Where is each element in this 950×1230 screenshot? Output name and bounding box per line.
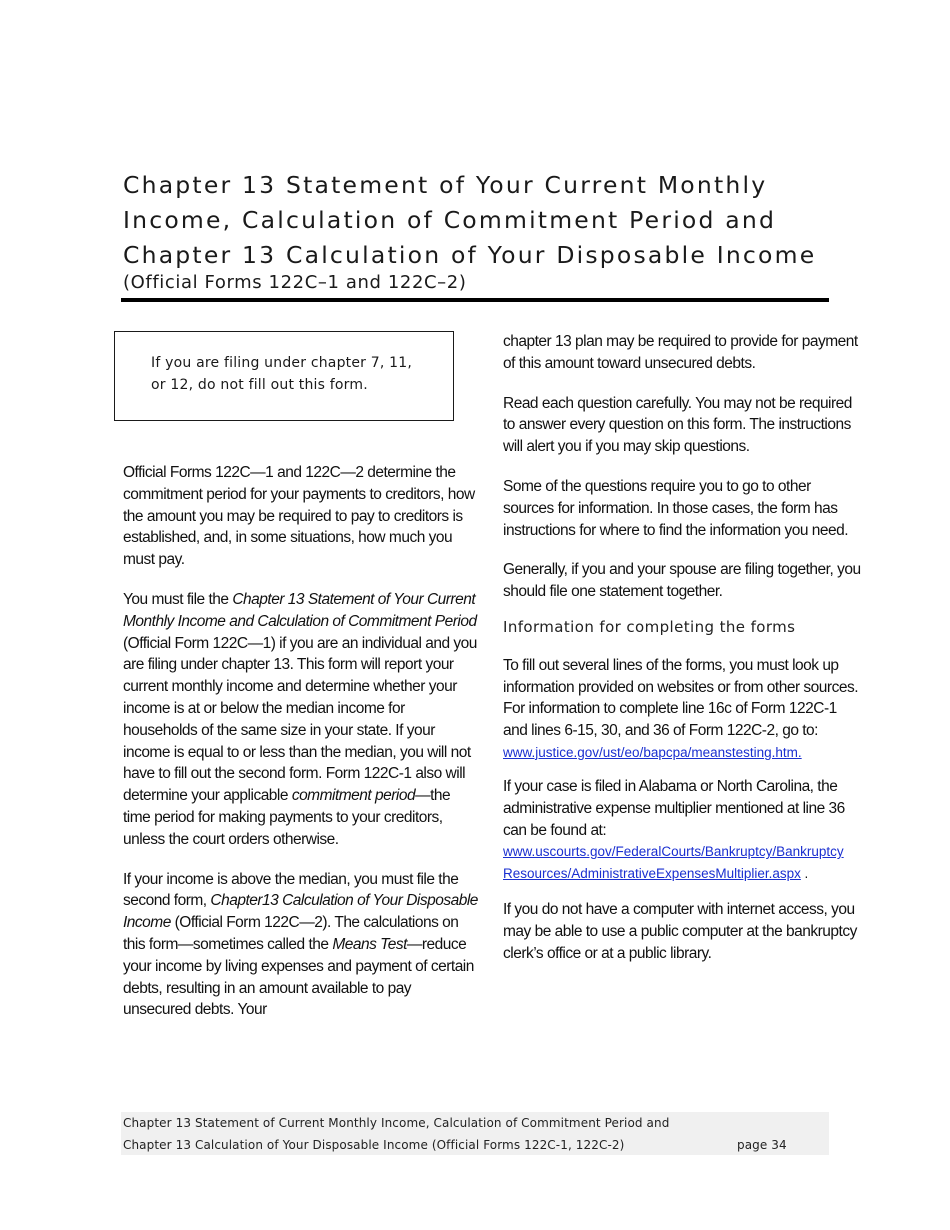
notice-text: If you are filing under chapter 7, 11, or 12, do not fill out this form. xyxy=(151,355,413,393)
notice-box xyxy=(114,331,454,421)
title-rule xyxy=(121,298,829,302)
text-run: (Official Form 122C—2). The calculations on this form—sometimes called the xyxy=(123,914,459,953)
commitment-period-italic: commitment period xyxy=(291,787,416,805)
multiplier-link-part-1[interactable]: www.uscourts.gov/FederalCourts/Bankruptcy/Bankruptcy xyxy=(503,844,844,860)
link-suffix: . xyxy=(800,866,808,882)
form-122c1-paragraph xyxy=(123,589,478,851)
footer-line-2: Chapter 13 Calculation of Your Disposable Income (Official Forms 122C-1, 122C-2) xyxy=(123,1138,625,1152)
read-carefully-paragraph: Read each question carefully. You may not be required to answer every question on this form. The instructions will alert you if you may skip questions. xyxy=(503,394,852,456)
form-122c2-paragraph xyxy=(123,869,478,1022)
footer-line-1: Chapter 13 Statement of Current Monthly Income, Calculation of Commitment Period and xyxy=(123,1116,670,1130)
multiplier-link-line-2 xyxy=(503,863,863,885)
right-column xyxy=(503,331,863,983)
page-footer xyxy=(121,1112,829,1155)
intro-paragraph: Official Forms 122C—1 and 122C—2 determine the commitment period for your payments to creditors, how the amount you may be required to pay to creditors is established, and, in some situations, how much you must pay. xyxy=(123,464,475,569)
document-subtitle: (Official Forms 122C–1 and 122C–2) xyxy=(123,272,467,293)
meanstesting-link-line xyxy=(503,742,863,764)
title-line-3: Chapter 13 Calculation of Your Disposable Income xyxy=(123,241,817,269)
multiplier-link-line-1 xyxy=(503,841,863,863)
meanstesting-link[interactable]: www.justice.gov/ust/eo/bapcpa/meanstesting.htm. xyxy=(503,744,802,760)
form-name-italic: Chapter13 Calculation of Your Disposable Income xyxy=(123,892,478,932)
page-number: page 34 xyxy=(737,1138,787,1152)
form-name-italic: Chapter 13 Statement of Your Current Monthly Income and Calculation of Commitment Period xyxy=(123,590,477,630)
title-line-2: Income, Calculation of Commitment Period and xyxy=(123,206,777,234)
text-run: —reduce your income by living expenses and payment of certain debts, resulting in an amount available to pay unsecured debts. Your xyxy=(123,935,474,1019)
multiplier-link-part-2[interactable]: Resources/AdministrativeExpensesMultiplier.aspx xyxy=(503,866,801,882)
section-heading: Information for completing the forms xyxy=(503,617,796,636)
continuation-paragraph: chapter 13 plan may be required to provide for payment of this amount toward unsecured debts. xyxy=(503,333,858,372)
document-title xyxy=(123,168,843,273)
left-column xyxy=(123,462,478,1039)
websites-paragraph xyxy=(503,655,863,764)
text-run: To fill out several lines of the forms, you must look up information provided on websites or from other sources. For information to complete line 16c of Form 122C-1 and lines 6-15, 30, and 36 of Form 122C-2, go to: xyxy=(503,656,859,740)
text-run: (Official Form 122C—1) if you are an individual and you are filing under chapter 13. This form will report your current monthly income and determine whether your income is at or below the median income for households of the same size in your state. If your income is equal to or less than the median, you will not have to fill out the second form. Form 122C-1 also will determine your applicable xyxy=(123,634,477,805)
text-run: You must file the xyxy=(123,590,233,608)
means-test-italic: Means Test xyxy=(332,935,407,953)
text-run: If your income is above the median, you must file the second form, xyxy=(123,870,459,910)
other-sources-paragraph: Some of the questions require you to go to other sources for information. In those cases, the form has instructions for where to find the information you need. xyxy=(503,477,849,539)
joint-filing-paragraph: Generally, if you and your spouse are filing together, you should file one statement together. xyxy=(503,561,861,601)
public-computer-paragraph: If you do not have a computer with internet access, you may be able to use a public computer at the bankruptcy clerk’s office or at a public library. xyxy=(503,901,857,962)
text-run: —the time period for making payments to your creditors, unless the court orders otherwise. xyxy=(123,787,451,848)
alabama-nc-paragraph xyxy=(503,776,863,885)
text-run: If your case is filed in Alabama or North Carolina, the administrative expense multiplier mentioned at line 36 can be found at: xyxy=(503,777,845,839)
title-line-1: Chapter 13 Statement of Your Current Monthly xyxy=(123,171,768,199)
